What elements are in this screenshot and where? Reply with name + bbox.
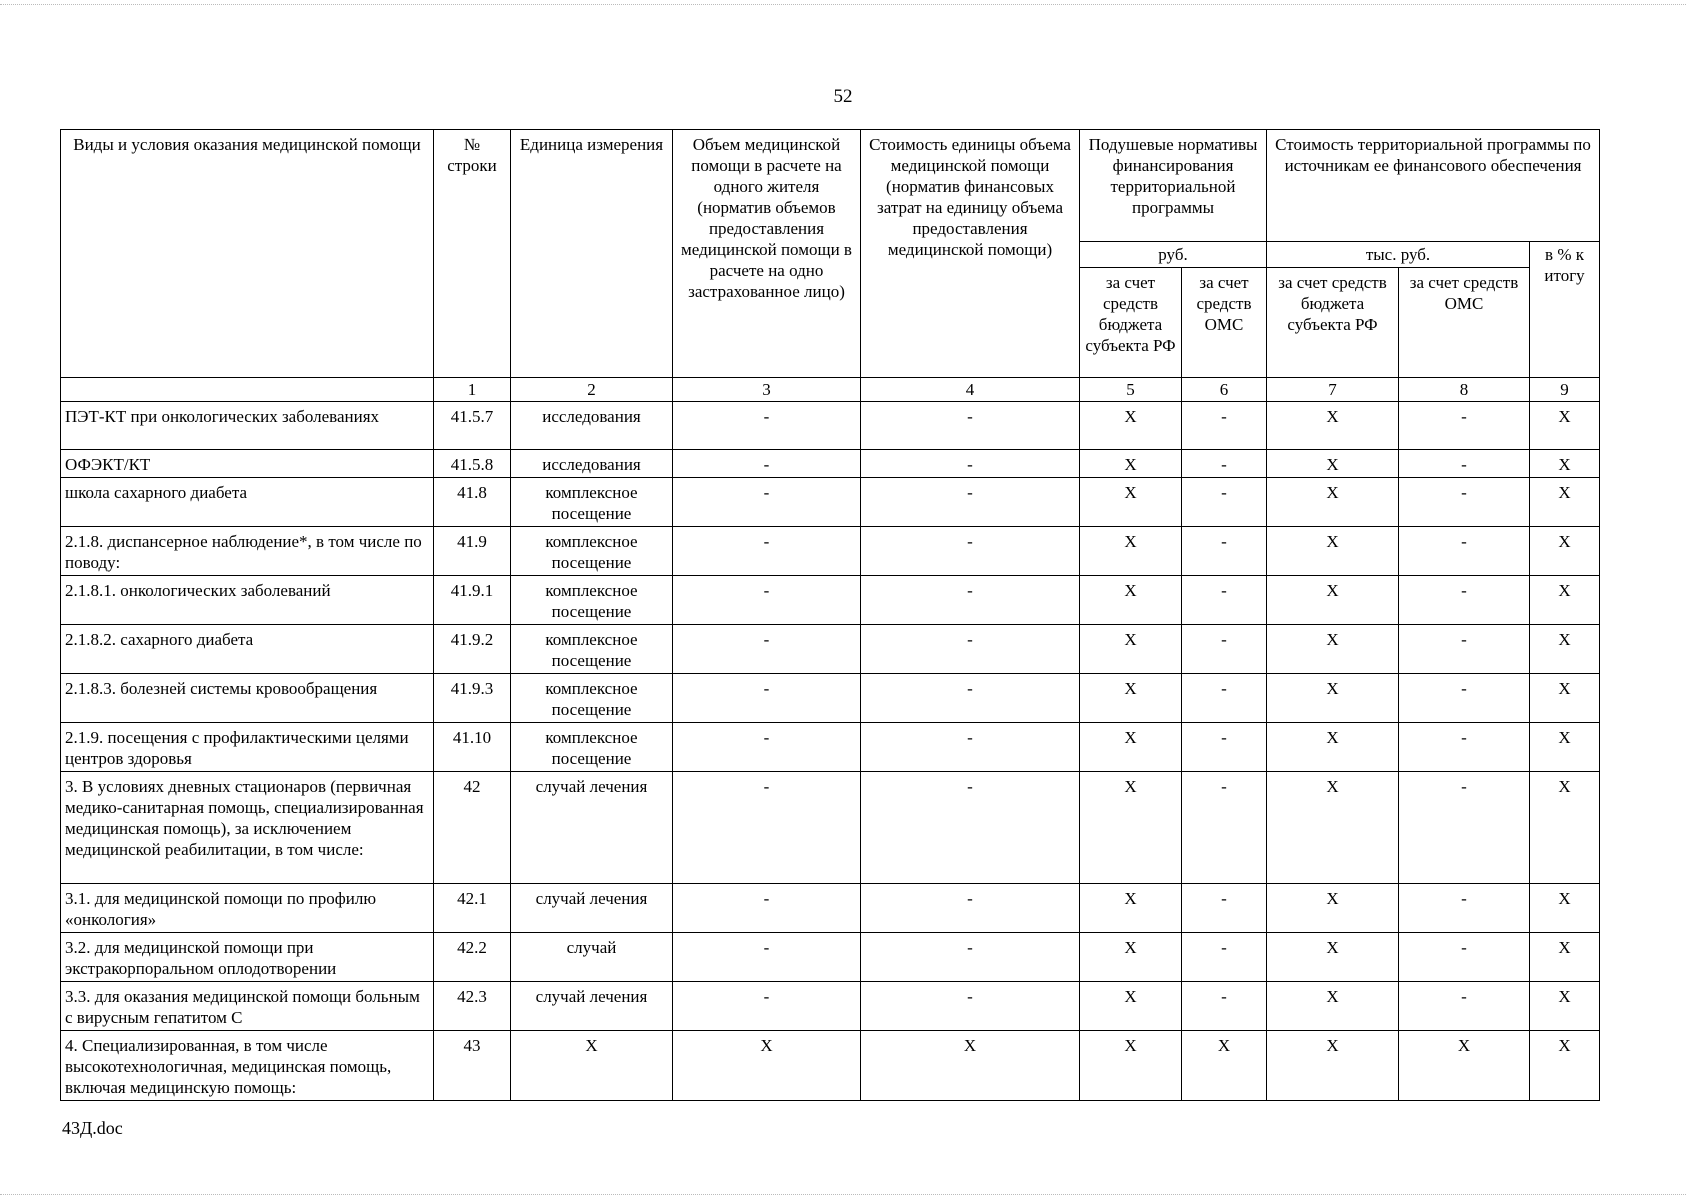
column-number: 2	[511, 378, 673, 402]
row-number: 41.9	[434, 527, 511, 576]
cell-budget-per-capita: X	[1080, 478, 1182, 527]
cell-oms-total: -	[1399, 723, 1530, 772]
row-name: 3. В условиях дневных стационаров (первичная медико-санитарная помощь, специализированная медицинская помощь), за исключением медицинской реабилитации, в том числе:	[61, 772, 434, 884]
cell-volume: -	[673, 772, 861, 884]
cell-budget-per-capita: X	[1080, 576, 1182, 625]
cell-percent-total: X	[1530, 772, 1600, 884]
cell-volume: -	[673, 450, 861, 478]
row-unit: комплексное посещение	[511, 527, 673, 576]
cell-percent-total: X	[1530, 982, 1600, 1031]
cell-unit-cost: -	[861, 527, 1080, 576]
row-name: ОФЭКТ/КТ	[61, 450, 434, 478]
row-name: 3.1. для медицинской помощи по профилю «онкология»	[61, 884, 434, 933]
table-row	[61, 933, 1600, 982]
cell-oms-total: -	[1399, 772, 1530, 884]
cell-oms-per-capita: -	[1182, 527, 1267, 576]
cell-budget-total: X	[1267, 625, 1399, 674]
cell-percent-total: X	[1530, 933, 1600, 982]
cell-oms-total: -	[1399, 576, 1530, 625]
table-row	[61, 723, 1600, 772]
cell-budget-total: X	[1267, 527, 1399, 576]
cell-unit-cost: -	[861, 402, 1080, 450]
cell-budget-per-capita: X	[1080, 527, 1182, 576]
cell-budget-per-capita: X	[1080, 625, 1182, 674]
header-unit: Единица измерения	[511, 130, 673, 378]
cell-budget-per-capita: X	[1080, 674, 1182, 723]
row-unit: комплексное посещение	[511, 625, 673, 674]
cell-budget-total: X	[1267, 576, 1399, 625]
header-budget-rf-total: за счет средств бюджета субъекта РФ	[1267, 268, 1399, 378]
cell-oms-per-capita: -	[1182, 576, 1267, 625]
cell-budget-total: X	[1267, 723, 1399, 772]
row-name: 2.1.8.3. болезней системы кровообращения	[61, 674, 434, 723]
cell-budget-total: X	[1267, 884, 1399, 933]
cell-oms-total: -	[1399, 402, 1530, 450]
cell-oms-total: -	[1399, 527, 1530, 576]
cell-volume: X	[673, 1031, 861, 1101]
row-number: 41.9.1	[434, 576, 511, 625]
cell-volume: -	[673, 723, 861, 772]
header-budget-rf: за счет средств бюджета субъекта РФ	[1080, 268, 1182, 378]
cell-unit-cost: -	[861, 625, 1080, 674]
table-row	[61, 772, 1600, 884]
scan-top-edge	[0, 4, 1686, 5]
cell-oms-total: -	[1399, 982, 1530, 1031]
header-row-number: № строки	[434, 130, 511, 378]
column-number: 4	[861, 378, 1080, 402]
row-number: 41.9.3	[434, 674, 511, 723]
cell-oms-total: -	[1399, 884, 1530, 933]
row-unit: X	[511, 1031, 673, 1101]
cell-budget-total: X	[1267, 478, 1399, 527]
cell-oms-per-capita: -	[1182, 982, 1267, 1031]
cell-budget-per-capita: X	[1080, 402, 1182, 450]
cell-percent-total: X	[1530, 625, 1600, 674]
cell-percent-total: X	[1530, 450, 1600, 478]
cell-volume: -	[673, 982, 861, 1031]
row-name: ПЭТ-КТ при онкологических заболеваниях	[61, 402, 434, 450]
row-name: 2.1.8. диспансерное наблюдение*, в том числе по поводу:	[61, 527, 434, 576]
column-number: 3	[673, 378, 861, 402]
row-name: 2.1.9. посещения с профилактическими целями центров здоровья	[61, 723, 434, 772]
row-unit: случай лечения	[511, 884, 673, 933]
header-per-capita-norms: Подушевые нормативы финансирования территориальной программы	[1080, 130, 1267, 242]
row-unit: комплексное посещение	[511, 674, 673, 723]
row-name: 3.3. для оказания медицинской помощи больным с вирусным гепатитом С	[61, 982, 434, 1031]
table-row	[61, 576, 1600, 625]
cell-oms-per-capita: -	[1182, 478, 1267, 527]
cell-volume: -	[673, 674, 861, 723]
table-row	[61, 527, 1600, 576]
cell-unit-cost: X	[861, 1031, 1080, 1101]
row-unit: комплексное посещение	[511, 576, 673, 625]
row-unit: исследования	[511, 402, 673, 450]
header-thous-rub: тыс. руб.	[1267, 242, 1530, 268]
row-number: 43	[434, 1031, 511, 1101]
cell-volume: -	[673, 933, 861, 982]
cell-oms-per-capita: -	[1182, 723, 1267, 772]
row-number: 41.5.8	[434, 450, 511, 478]
column-number: 8	[1399, 378, 1530, 402]
cell-oms-per-capita: -	[1182, 402, 1267, 450]
cell-oms-per-capita: -	[1182, 884, 1267, 933]
header-kinds-conditions: Виды и условия оказания медицинской помощи	[61, 130, 434, 378]
cell-volume: -	[673, 625, 861, 674]
cell-unit-cost: -	[861, 982, 1080, 1031]
row-unit: случай лечения	[511, 982, 673, 1031]
cell-percent-total: X	[1530, 884, 1600, 933]
cell-oms-per-capita: -	[1182, 772, 1267, 884]
cell-percent-total: X	[1530, 1031, 1600, 1101]
cell-volume: -	[673, 527, 861, 576]
row-name: 2.1.8.1. онкологических заболеваний	[61, 576, 434, 625]
cell-unit-cost: -	[861, 723, 1080, 772]
cell-volume: -	[673, 576, 861, 625]
cell-budget-total: X	[1267, 772, 1399, 884]
row-number: 41.5.7	[434, 402, 511, 450]
row-unit: комплексное посещение	[511, 478, 673, 527]
cell-budget-total: X	[1267, 1031, 1399, 1101]
row-number: 42.3	[434, 982, 511, 1031]
row-number: 42.2	[434, 933, 511, 982]
cell-percent-total: X	[1530, 674, 1600, 723]
row-number: 41.9.2	[434, 625, 511, 674]
scan-bottom-edge	[0, 1194, 1686, 1195]
cell-budget-per-capita: X	[1080, 723, 1182, 772]
row-number: 42	[434, 772, 511, 884]
cell-budget-per-capita: X	[1080, 772, 1182, 884]
document-filename: 43Д.doc	[62, 1118, 123, 1138]
row-name: школа сахарного диабета	[61, 478, 434, 527]
column-number-blank	[61, 378, 434, 402]
cell-budget-total: X	[1267, 933, 1399, 982]
cell-budget-total: X	[1267, 982, 1399, 1031]
row-unit: исследования	[511, 450, 673, 478]
cell-oms-per-capita: -	[1182, 450, 1267, 478]
cell-unit-cost: -	[861, 450, 1080, 478]
cell-percent-total: X	[1530, 723, 1600, 772]
header-percent-total: в % к итогу	[1530, 242, 1600, 378]
cell-unit-cost: -	[861, 478, 1080, 527]
row-unit: комплексное посещение	[511, 723, 673, 772]
row-unit: случай лечения	[511, 772, 673, 884]
row-name: 3.2. для медицинской помощи при экстракорпоральном оплодотворении	[61, 933, 434, 982]
cell-budget-total: X	[1267, 674, 1399, 723]
cell-budget-per-capita: X	[1080, 1031, 1182, 1101]
table-row	[61, 625, 1600, 674]
column-number: 6	[1182, 378, 1267, 402]
cell-oms-total: -	[1399, 478, 1530, 527]
cell-percent-total: X	[1530, 478, 1600, 527]
medical-care-table	[60, 129, 1600, 1101]
cell-unit-cost: -	[861, 884, 1080, 933]
column-number: 1	[434, 378, 511, 402]
cell-unit-cost: -	[861, 576, 1080, 625]
header-volume: Объем медицинской помощи в расчете на одного жителя (норматив объемов предоставления медицинской помощи в расчете на одно застрахованное лицо)	[673, 130, 861, 378]
row-number: 41.8	[434, 478, 511, 527]
cell-oms-per-capita: -	[1182, 625, 1267, 674]
header-rub: руб.	[1080, 242, 1267, 268]
column-number: 7	[1267, 378, 1399, 402]
cell-oms-total: -	[1399, 450, 1530, 478]
table-row	[61, 884, 1600, 933]
table-row	[61, 402, 1600, 450]
header-unit-cost: Стоимость единицы объема медицинской помощи (норматив финансовых затрат на единицу объема предоставления медицинской помощи)	[861, 130, 1080, 378]
header-oms: за счет средств ОМС	[1182, 268, 1267, 378]
cell-budget-per-capita: X	[1080, 982, 1182, 1031]
page-number: 52	[833, 86, 853, 107]
cell-oms-total: X	[1399, 1031, 1530, 1101]
cell-oms-total: -	[1399, 933, 1530, 982]
column-number: 9	[1530, 378, 1600, 402]
cell-percent-total: X	[1530, 527, 1600, 576]
table-row	[61, 450, 1600, 478]
cell-oms-total: -	[1399, 674, 1530, 723]
cell-unit-cost: -	[861, 674, 1080, 723]
column-number-row	[61, 378, 1600, 402]
column-number: 5	[1080, 378, 1182, 402]
cell-oms-total: -	[1399, 625, 1530, 674]
row-number: 41.10	[434, 723, 511, 772]
cell-volume: -	[673, 884, 861, 933]
cell-budget-per-capita: X	[1080, 884, 1182, 933]
cell-percent-total: X	[1530, 402, 1600, 450]
cell-budget-per-capita: X	[1080, 933, 1182, 982]
cell-budget-total: X	[1267, 450, 1399, 478]
table-row	[61, 478, 1600, 527]
cell-volume: -	[673, 402, 861, 450]
table-row	[61, 982, 1600, 1031]
cell-oms-per-capita: -	[1182, 674, 1267, 723]
cell-oms-per-capita: X	[1182, 1031, 1267, 1101]
table-row	[61, 1031, 1600, 1101]
cell-unit-cost: -	[861, 933, 1080, 982]
row-unit: случай	[511, 933, 673, 982]
row-name: 2.1.8.2. сахарного диабета	[61, 625, 434, 674]
cell-budget-per-capita: X	[1080, 450, 1182, 478]
row-name: 4. Специализированная, в том числе высокотехнологичная, медицинская помощь, включая медицинскую помощь:	[61, 1031, 434, 1101]
cell-unit-cost: -	[861, 772, 1080, 884]
cell-oms-per-capita: -	[1182, 933, 1267, 982]
cell-budget-total: X	[1267, 402, 1399, 450]
header-territorial-cost: Стоимость территориальной программы по источникам ее финансового обеспечения	[1267, 130, 1600, 242]
row-number: 42.1	[434, 884, 511, 933]
cell-volume: -	[673, 478, 861, 527]
table-row	[61, 674, 1600, 723]
cell-percent-total: X	[1530, 576, 1600, 625]
header-oms-total: за счет средств ОМС	[1399, 268, 1530, 378]
